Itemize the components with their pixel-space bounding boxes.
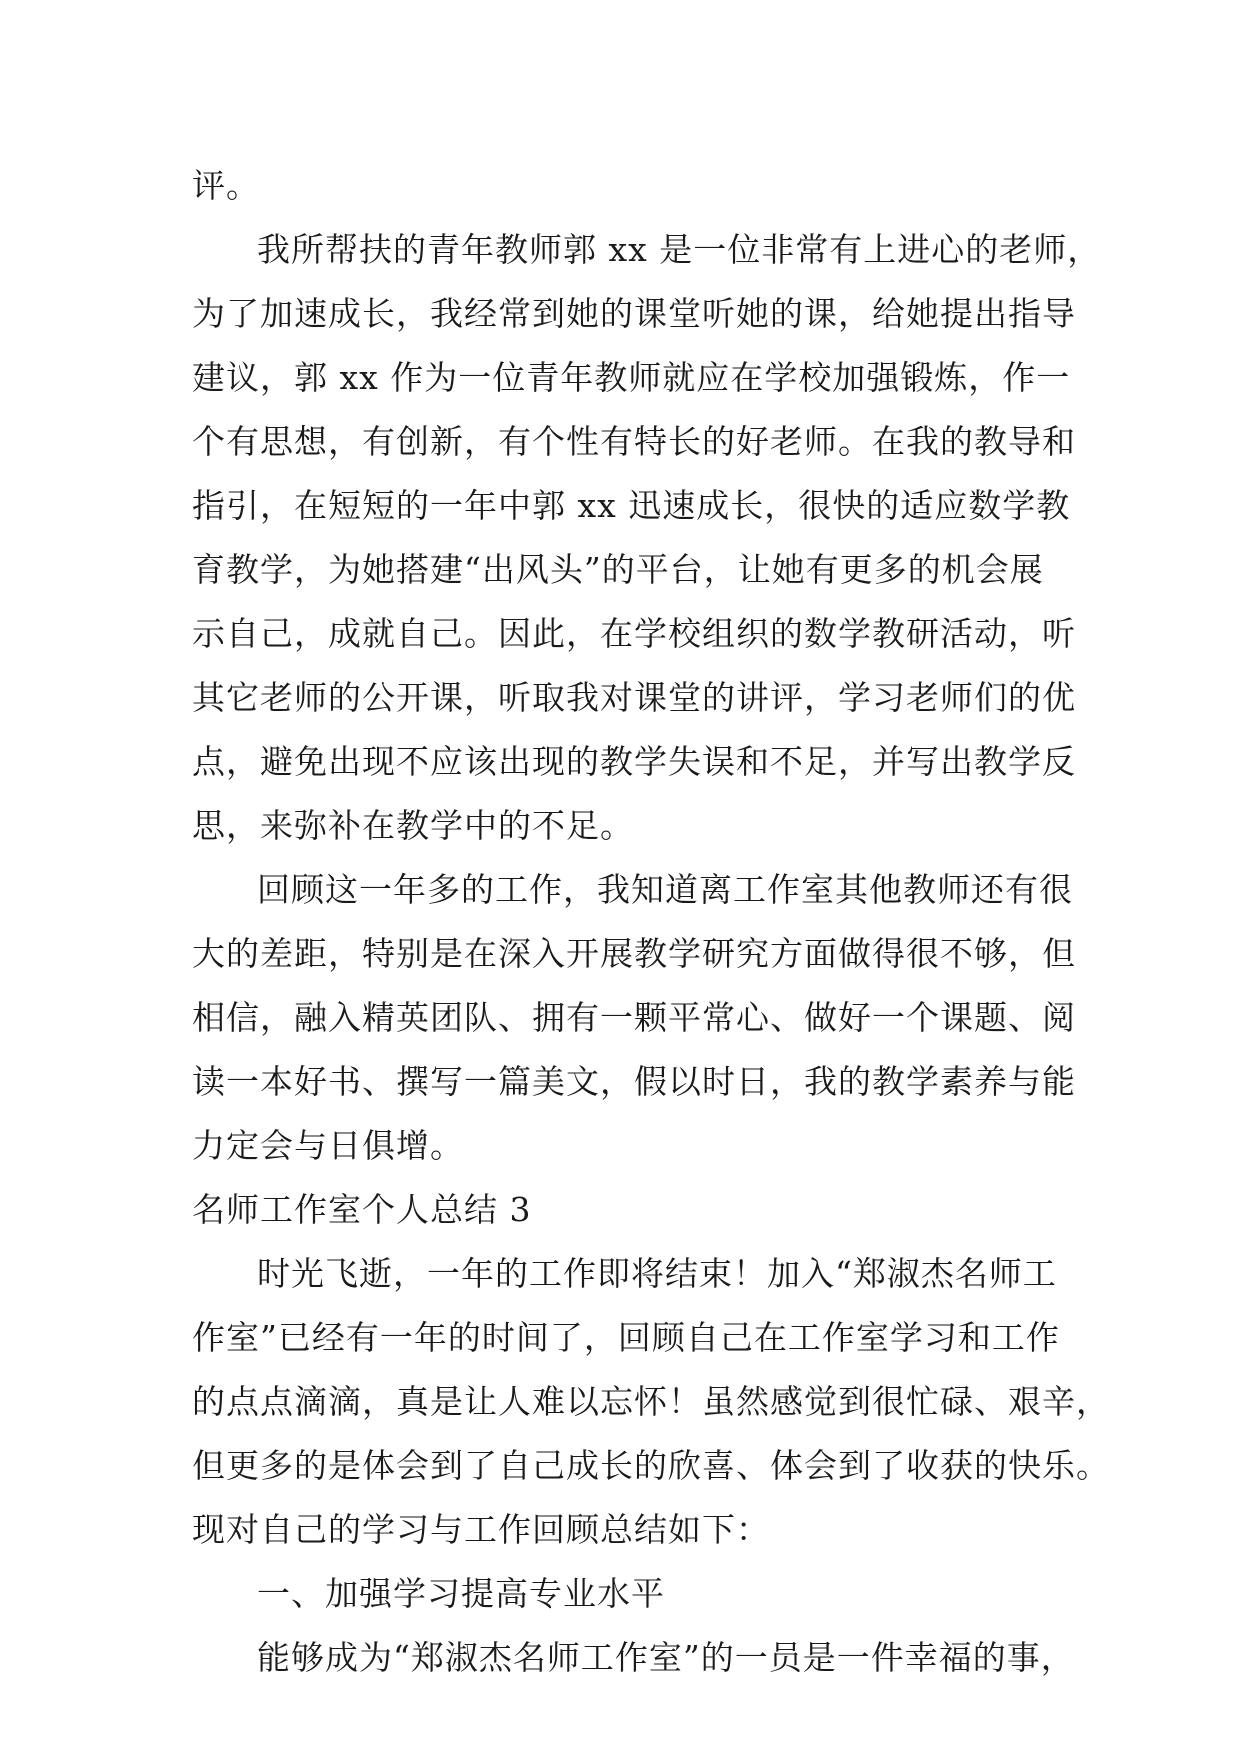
text-line: 评。: [192, 166, 260, 205]
text-line: 育教学，为她搭建“出风头”的平台，让她有更多的机会展: [192, 550, 1044, 589]
paragraph-start: 能够成为“郑淑杰名师工作室”的一员是一件幸福的事，: [257, 1638, 1075, 1677]
text-line: 读一本好书、撰写一篇美文，假以时日，我的教学素养与能: [192, 1062, 1076, 1101]
paragraph-start: 回顾这一年多的工作，我知道离工作室其他教师还有很: [257, 870, 1073, 909]
text-line: 个有思想，有创新，有个性有特长的好老师。在我的教导和: [192, 422, 1076, 461]
text-line: 力定会与日俱增。: [192, 1126, 464, 1165]
text-line: 示自己，成就自己。因此，在学校组织的数学教研活动，听: [192, 614, 1076, 653]
text-line: 指引，在短短的一年中郭 xx 迅速成长，很快的适应数学教: [192, 486, 1071, 525]
text-line: 点，避免出现不应该出现的教学失误和不足，并写出教学反: [192, 742, 1076, 781]
text-line: 作室”已经有一年的时间了，回顾自己在工作室学习和工作: [192, 1318, 1060, 1357]
text-line: 现对自己的学习与工作回顾总结如下：: [192, 1510, 770, 1549]
text-line: 思，来弥补在教学中的不足。: [192, 806, 634, 845]
text-line: 的点点滴滴，真是让人难以忘怀！虽然感觉到很忙碌、艰辛，: [192, 1382, 1110, 1421]
section-heading: 名师工作室个人总结 3: [192, 1190, 532, 1229]
text-line: 为了加速成长，我经常到她的课堂听她的课，给她提出指导: [192, 294, 1076, 333]
text-line: 大的差距，特别是在深入开展教学研究方面做得很不够，但: [192, 934, 1076, 973]
text-line: 其它老师的公开课，听取我对课堂的讲评，学习老师们的优: [192, 678, 1076, 717]
text-line: 相信，融入精英团队、拥有一颗平常心、做好一个课题、阅: [192, 998, 1076, 1037]
text-line: 但更多的是体会到了自己成长的欣喜、体会到了收获的快乐。: [192, 1446, 1110, 1485]
paragraph-start: 我所帮扶的青年教师郭 xx 是一位非常有上进心的老师，: [257, 230, 1102, 269]
text-line: 建议，郭 xx 作为一位青年教师就应在学校加强锻炼，作一: [192, 358, 1071, 397]
paragraph-start: 时光飞逝，一年的工作即将结束！加入“郑淑杰名师工: [257, 1254, 1057, 1293]
subsection-heading: 一、加强学习提高专业水平: [257, 1574, 665, 1613]
